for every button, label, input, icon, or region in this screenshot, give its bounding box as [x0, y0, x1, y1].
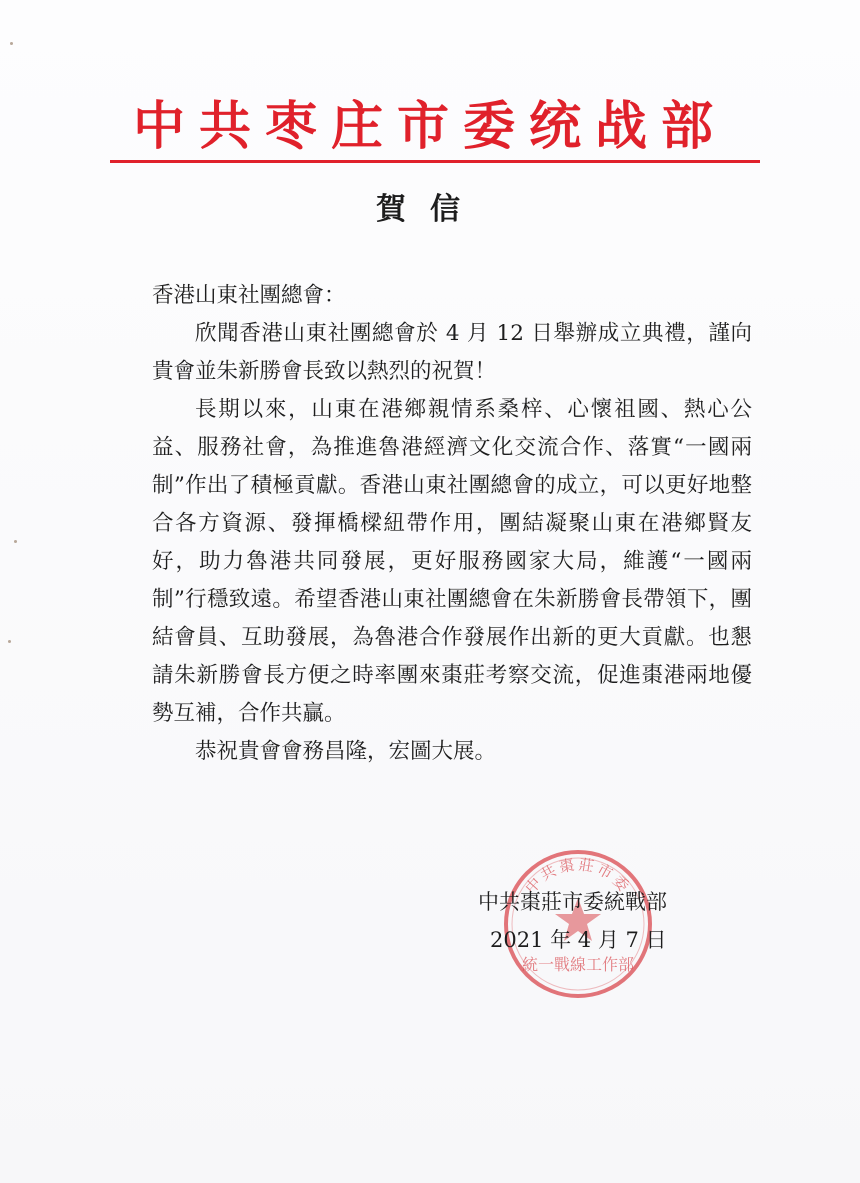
letter-date: 2021 年 4 月 7 日 [490, 928, 667, 952]
seal-top-inscription: 中共棗莊市委 [521, 855, 635, 898]
paragraph-2: 長期以來，山東在港鄉親情系桑梓、心懷祖國、熱心公益、服務社會，為推進魯港經濟文化交流合作、落實“一國兩制”作出了積極貢獻。香港山東社團總會的成立，可以更好地整合各方資源、發揮橋樑紐帶作用，團結凝聚山東在港鄉賢友好，助力魯港共同發展，更好服務國家大局，維護“一國兩制”行穩致遠。希望香港山東社團總會在朱新勝會長帶領下，團結會員、互助發展，為魯港合作發展作出新的更大貢獻。也懇請朱新勝會長方便之時率團來棗莊考察交流，促進棗港兩地優勢互補，合作共贏。 [152, 397, 752, 726]
letterhead-rule [110, 160, 760, 163]
scan-speck [10, 42, 13, 45]
sender-name: 中共棗莊市委統戰部 [478, 890, 667, 914]
letterhead-title: 中共枣庄市委统战部 [132, 96, 727, 157]
signature-block [478, 883, 698, 959]
seal-bottom-inscription: 統一戰線工作部 [521, 955, 635, 974]
document-title: 賀信 [376, 192, 484, 227]
paragraph-1: 欣聞香港山東社團總會於 4 月 12 日舉辦成立典禮，謹向貴會並朱新勝會長致以熱烈的祝賀！ [152, 321, 752, 384]
scan-speck [8, 640, 11, 643]
salutation: 香港山東社團總會： [152, 283, 346, 308]
scan-speck [14, 540, 17, 543]
paragraph-3: 恭祝貴會會務昌隆，宏圖大展。 [195, 739, 497, 764]
letter-body [152, 277, 752, 771]
